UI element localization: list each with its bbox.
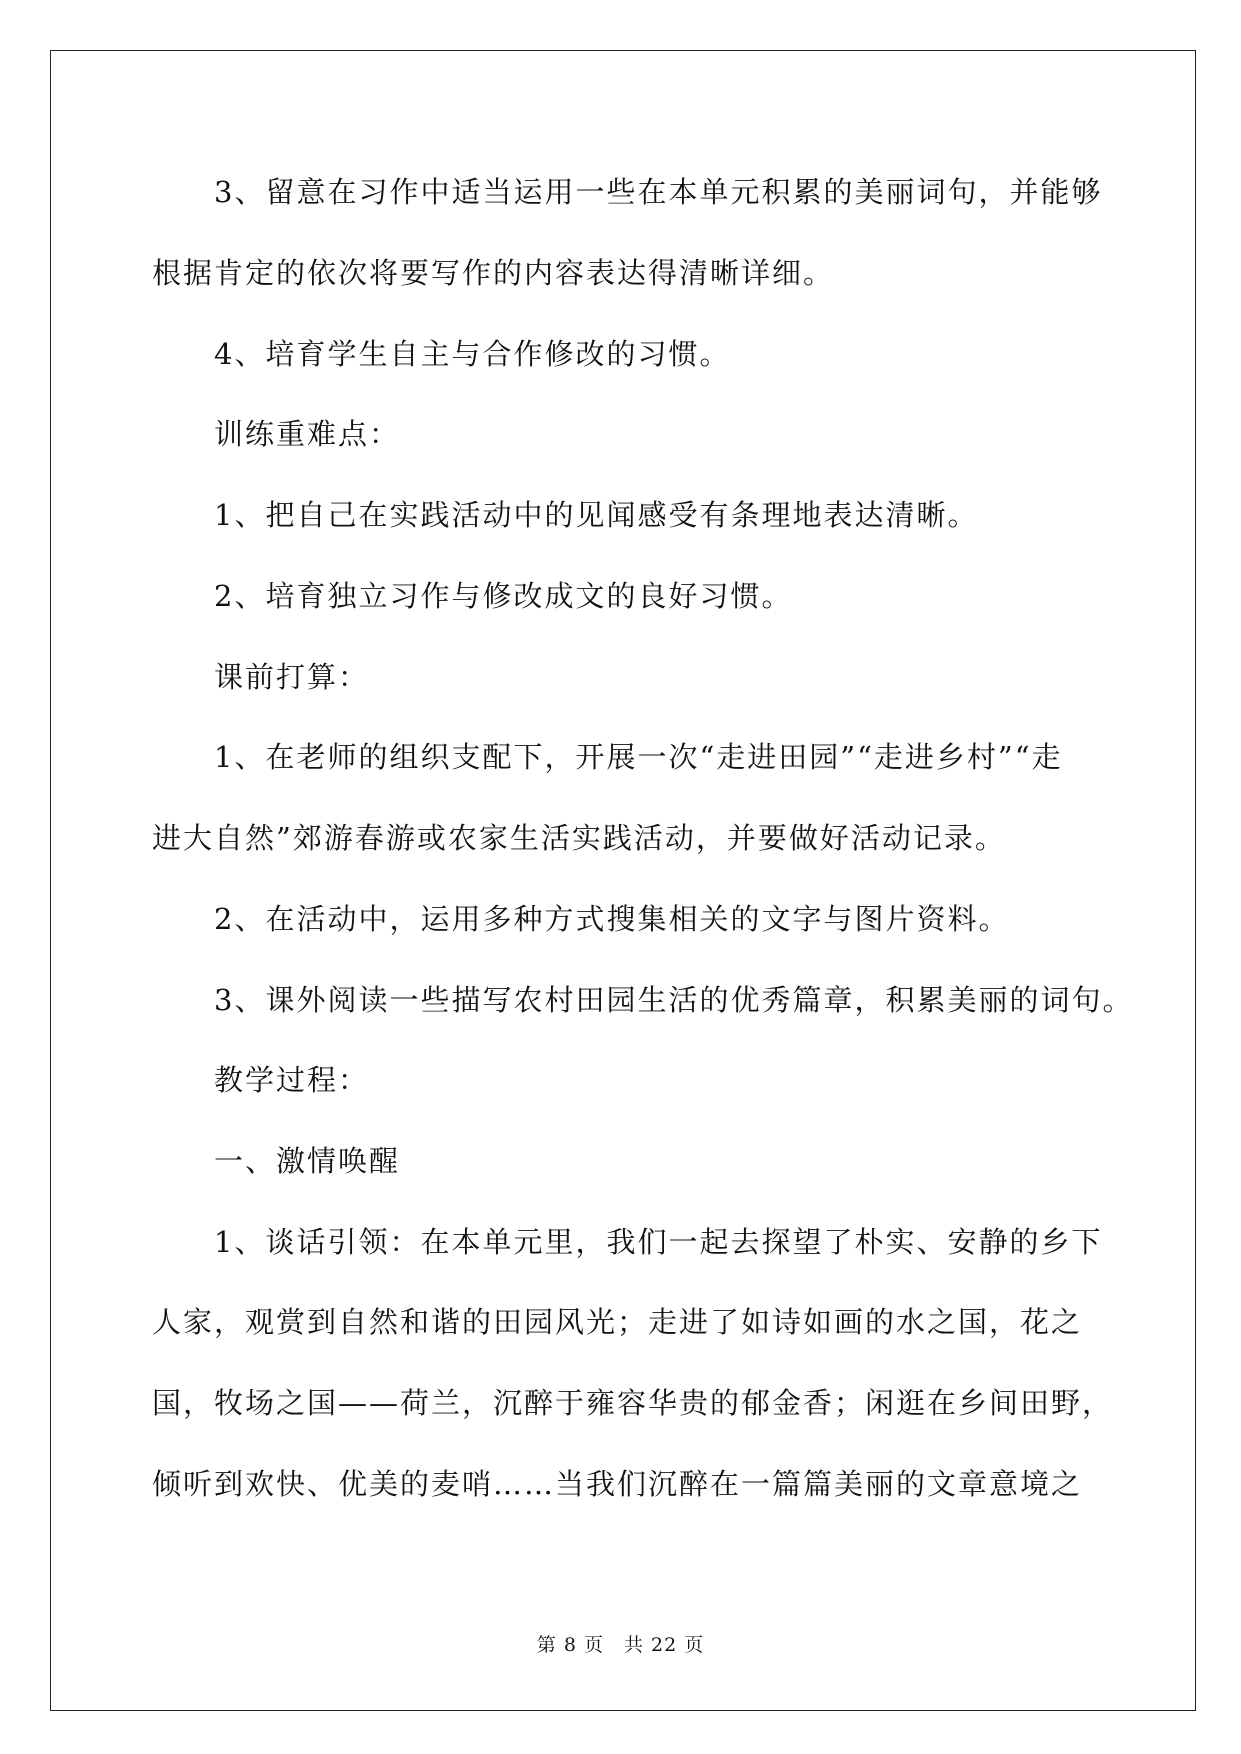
paragraph-line: 1、在老师的组织支配下，开展一次“走进田园”“走进乡村”“走 [214, 740, 1063, 774]
paragraph-line: 4、培育学生自主与合作修改的习惯。 [214, 337, 731, 371]
section-heading: 训练重难点： [214, 417, 401, 451]
paragraph-line: 1、谈话引领：在本单元里，我们一起去探望了朴实、安静的乡下 [214, 1225, 1103, 1259]
paragraph-line: 2、培育独立习作与修改成文的良好习惯。 [214, 579, 793, 613]
paragraph-line: 1、把自己在实践活动中的见闻感受有条理地表达清晰。 [214, 498, 979, 532]
paragraph-line: 国，牧场之国——荷兰，沉醉于雍容华贵的郁金香；闲逛在乡间田野， [152, 1386, 1114, 1420]
paragraph-line: 根据肯定的依次将要写作的内容表达得清晰详细。 [152, 256, 835, 290]
page-number-footer: 第 8 页 共 22 页 [536, 1634, 705, 1656]
section-heading: 课前打算： [214, 660, 370, 694]
paragraph-line: 倾听到欢快、优美的麦哨……当我们沉醉在一篇篇美丽的文章意境之 [152, 1467, 1083, 1501]
section-heading: 教学过程： [214, 1063, 370, 1097]
section-heading: 一、激情唤醒 [214, 1144, 401, 1178]
paragraph-line: 2、在活动中，运用多种方式搜集相关的文字与图片资料。 [214, 902, 1010, 936]
paragraph-line: 3、留意在习作中适当运用一些在本单元积累的美丽词句，并能够 [214, 175, 1103, 209]
page-border [50, 50, 1196, 1711]
paragraph-line: 3、课外阅读一些描写农村田园生活的优秀篇章，积累美丽的词句。 [214, 983, 1134, 1017]
paragraph-line: 人家，观赏到自然和谐的田园风光；走进了如诗如画的水之国，花之 [152, 1305, 1083, 1339]
paragraph-line: 进大自然”郊游春游或农家生活实践活动，并要做好活动记录。 [152, 821, 1006, 855]
